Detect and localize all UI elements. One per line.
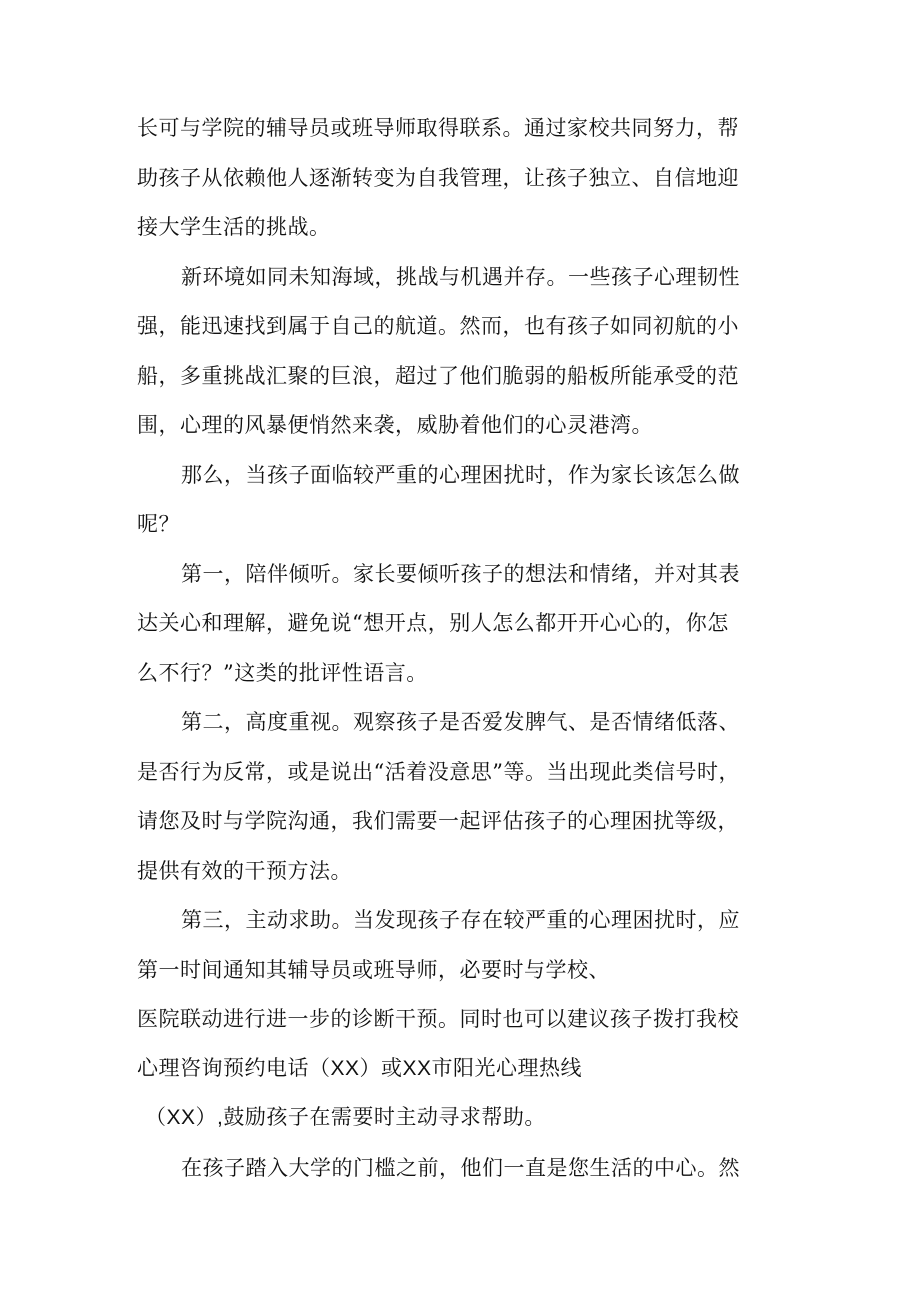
text-line: 第一时间通知其辅导员或班导师，必要时与学校、 bbox=[137, 958, 610, 982]
text-line: 助孩子从依赖他人逐渐转变为自我管理，让孩子独立、自信地迎 bbox=[137, 166, 739, 190]
paragraph-first-line: 在孩子踏入大学的门槛之前，他们一直是您生活的中心。然 bbox=[181, 1156, 740, 1180]
text-line: 么不行？”这类的批评性语言。 bbox=[137, 661, 428, 685]
text-line: 呢？ bbox=[137, 512, 180, 536]
paragraph-first-line: 新环境如同未知海域，挑战与机遇并存。一些孩子心理韧性 bbox=[181, 265, 740, 289]
text-line: 长可与学院的辅导员或班导师取得联系。通过家校共同努力，帮 bbox=[137, 116, 739, 140]
text-line: 接大学生活的挑战。 bbox=[137, 215, 331, 239]
paragraph-first-line: 第三，主动求助。当发现孩子存在较严重的心理困扰时，应 bbox=[181, 908, 740, 932]
paragraph-first-line: 那么，当孩子面临较严重的心理困扰时，作为家长该怎么做 bbox=[181, 463, 740, 487]
text-line: 提供有效的干预方法。 bbox=[137, 859, 352, 883]
text-line: 是否行为反常，或是说出“活着没意思”等。当出现此类信号时， bbox=[137, 760, 740, 784]
text-line: 围，心理的风暴便悄然来袭，威胁着他们的心灵港湾。 bbox=[137, 413, 653, 437]
text-line: （XX）,鼓励孩子在需要时主动寻求帮助。 bbox=[145, 1106, 546, 1129]
text-line: 船，多重挑战汇聚的巨浪，超过了他们脆弱的船板所能承受的范 bbox=[137, 364, 739, 388]
text-line: 请您及时与学院沟通，我们需要一起评估孩子的心理困扰等级， bbox=[137, 809, 739, 833]
text-line: 心理咨询预约电话（XX）或XX市阳光心理热线 bbox=[137, 1057, 583, 1080]
paragraph-first-line: 第二，高度重视。观察孩子是否爱发脾气、是否情绪低落、 bbox=[181, 710, 740, 734]
text-line: 强，能迅速找到属于自己的航道。然而，也有孩子如同初航的小 bbox=[137, 314, 739, 338]
text-line: 医院联动进行进一步的诊断干预。同时也可以建议孩子拨打我校 bbox=[137, 1007, 739, 1031]
paragraph-first-line: 第一，陪伴倾听。家长要倾听孩子的想法和情绪，并对其表 bbox=[181, 562, 740, 586]
text-line: 达关心和理解，避免说“想开点，别人怎么都开开心心的，你怎 bbox=[137, 611, 729, 635]
